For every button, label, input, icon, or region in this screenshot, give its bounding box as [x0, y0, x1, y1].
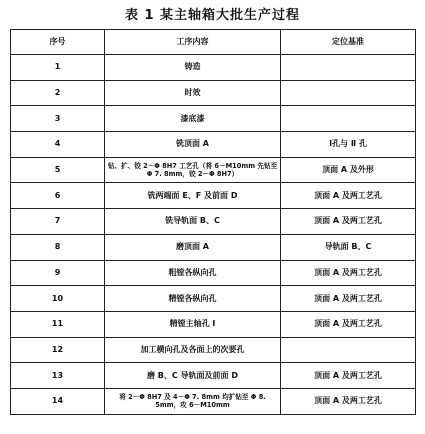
table-header-row	[11, 30, 416, 55]
row-number: 2	[11, 80, 105, 106]
table-row	[11, 363, 416, 389]
row-number: 3	[11, 106, 105, 132]
table-row	[11, 311, 416, 337]
positioning-datum: 顶面 A 及两工艺孔	[281, 363, 416, 389]
positioning-datum: 顶面 A 及两工艺孔	[281, 183, 416, 209]
row-number: 10	[11, 286, 105, 312]
table-row	[11, 55, 416, 81]
header-seq: 序号	[11, 30, 105, 55]
operation-content: 磨顶面 A	[105, 234, 281, 260]
row-number: 8	[11, 234, 105, 260]
operation-content: 加工横向孔及各面上的次要孔	[105, 337, 281, 363]
table-row	[11, 157, 416, 183]
table-row	[11, 286, 416, 312]
positioning-datum: 顶面 A 及两工艺孔	[281, 311, 416, 337]
positioning-datum: 顶面 A 及两工艺孔	[281, 209, 416, 235]
row-number: 4	[11, 132, 105, 158]
operation-content: 钻、扩、铰 2－Φ 8H7 工艺孔（将 6－M10mm 先钻至 Φ 7. 8mm，铰 2－Φ 8H7）	[105, 157, 281, 183]
operation-content: 铣导轨面 B、C	[105, 209, 281, 235]
header-content: 工序内容	[105, 30, 281, 55]
process-table	[10, 29, 416, 415]
positioning-datum	[281, 55, 416, 81]
table-row	[11, 234, 416, 260]
row-number: 12	[11, 337, 105, 363]
table-row	[11, 106, 416, 132]
header-datum: 定位基准	[281, 30, 416, 55]
operation-content: 铣顶面 A	[105, 132, 281, 158]
operation-content: 时效	[105, 80, 281, 106]
positioning-datum: 顶面 A 及两工艺孔	[281, 388, 416, 414]
row-number: 1	[11, 55, 105, 81]
process-table-wrapper	[10, 29, 415, 424]
row-number: 5	[11, 157, 105, 183]
row-number: 9	[11, 260, 105, 286]
table-row	[11, 132, 416, 158]
positioning-datum	[281, 337, 416, 363]
table-row	[11, 388, 416, 414]
operation-content: 粗镗各纵向孔	[105, 260, 281, 286]
row-number: 13	[11, 363, 105, 389]
row-number: 6	[11, 183, 105, 209]
positioning-datum	[281, 80, 416, 106]
operation-content: 将 2－Φ 8H7 及 4－Φ 7. 8mm 均扩钻至 Φ 8. 5mm，攻 6－M10mm	[105, 388, 281, 414]
table-row	[11, 260, 416, 286]
positioning-datum: 顶面 A 及两工艺孔	[281, 286, 416, 312]
operation-content: 磨 B、C 导轨面及前面 D	[105, 363, 281, 389]
positioning-datum: 顶面 A 及外形	[281, 157, 416, 183]
operation-content: 铣两端面 E、F 及前面 D	[105, 183, 281, 209]
row-number: 14	[11, 388, 105, 414]
table-title: 表 1 某主轴箱大批生产过程	[124, 8, 301, 23]
operation-content: 精镗各纵向孔	[105, 286, 281, 312]
operation-content: 铸造	[105, 55, 281, 81]
table-row	[11, 337, 416, 363]
positioning-datum: 导轨面 B、C	[281, 234, 416, 260]
positioning-datum: 顶面 A 及两工艺孔	[281, 260, 416, 286]
positioning-datum: Ⅰ孔与 Ⅱ 孔	[281, 132, 416, 158]
positioning-datum	[281, 106, 416, 132]
operation-content: 漆底漆	[105, 106, 281, 132]
row-number: 11	[11, 311, 105, 337]
row-number: 7	[11, 209, 105, 235]
operation-content: 精镗主轴孔 Ⅰ	[105, 311, 281, 337]
table-row	[11, 209, 416, 235]
table-row	[11, 183, 416, 209]
table-row	[11, 80, 416, 106]
